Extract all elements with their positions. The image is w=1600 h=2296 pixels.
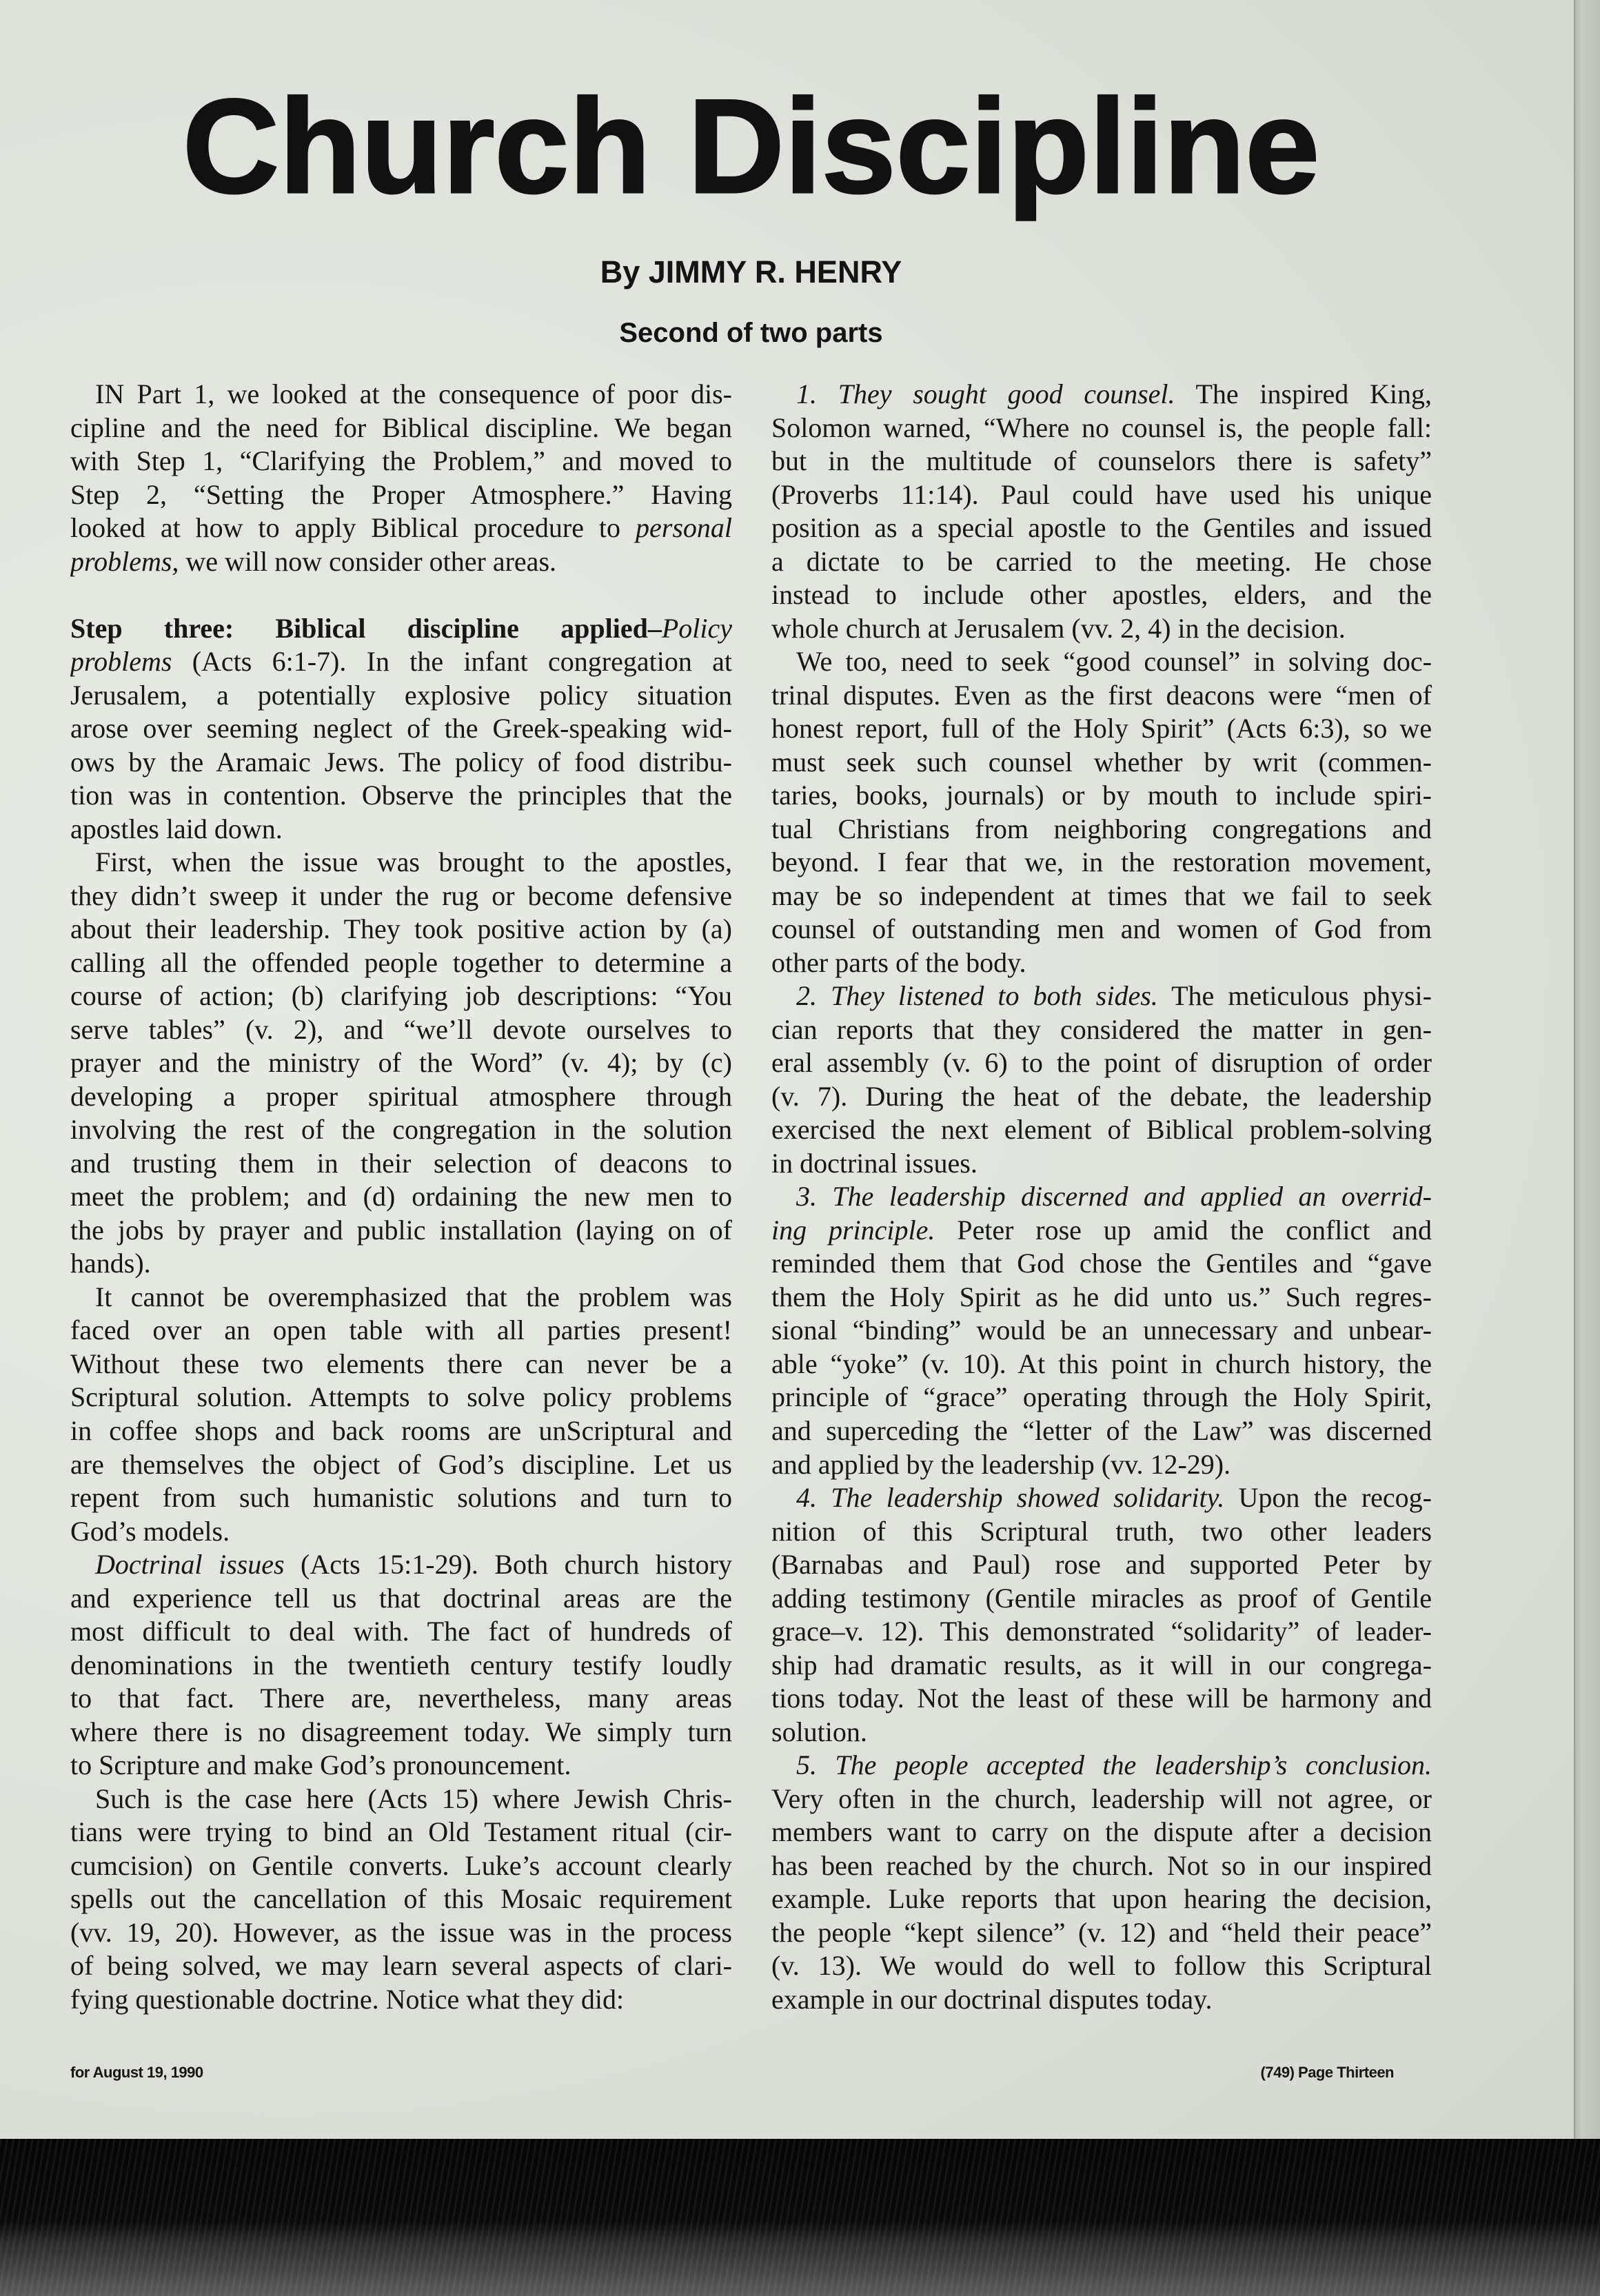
text-run: Peter rose up amid the conflict and (935, 1214, 1432, 1246)
series-note: Second of two parts (619, 318, 883, 348)
text-line: meet the problem; and (d) ordaining the new men to (70, 1181, 732, 1212)
text-line (771, 1214, 1432, 1248)
paragraph (70, 1548, 732, 1782)
text-line: fying questionable doctrine. Notice what they did: (70, 1983, 625, 2015)
text-line: God’s models. (70, 1515, 230, 1547)
text-line: involving the rest of the congregation in the solution (70, 1114, 732, 1146)
text-line: arose over seeming neglect of the Greek-speaking wid- (70, 713, 732, 744)
article-title: Church Discipline (182, 72, 1320, 221)
text-line: cipline and the need for Biblical discipline. We began (70, 412, 732, 443)
paragraph (771, 645, 1432, 979)
text-line: to that fact. There are, nevertheless, many areas (70, 1683, 732, 1714)
text-line: but in the multitude of counselors there is safety” (771, 445, 1432, 477)
text-line: other parts of the body. (771, 946, 1026, 978)
text-line: and superceding the “letter of the Law” was discerned (771, 1414, 1432, 1446)
paragraph (771, 1180, 1432, 1481)
italic-run: 3. The leadership discerned and applied an overrid- (796, 1181, 1432, 1212)
text-line: ows by the Aramaic Jews. The policy of food distribu- (70, 746, 732, 778)
text-line: spells out the cancellation of this Mosaic requirement (70, 1883, 732, 1915)
italic-run: personal (636, 512, 732, 544)
text-line: tians were trying to bind an Old Testament ritual (cir- (70, 1816, 732, 1848)
text-line: Scriptural solution. Attempts to solve policy problems (70, 1381, 732, 1413)
italic-run: problems, (70, 545, 179, 577)
text-line: repent from such humanistic solutions and turn to (70, 1482, 732, 1514)
text-line: eral assembly (v. 6) to the point of disruption of order (771, 1047, 1432, 1079)
text-run: (Acts 15:1-29). Both church history (284, 1549, 732, 1581)
text-run: we will now consider other areas. (179, 545, 557, 577)
text-line: (Proverbs 11:14). Paul could have used his unique (771, 478, 1432, 510)
text-line: and applied by the leadership (vv. 12-29). (771, 1448, 1231, 1480)
text-line: grace–v. 12). This demonstrated “solidarity” of leader- (771, 1616, 1432, 1647)
text-line (771, 378, 1432, 412)
text-line: Very often in the church, leadership will not agree, or (771, 1782, 1432, 1814)
text-line: about their leadership. They took positive action by (a) (70, 913, 732, 945)
italic-run: 4. The leadership showed solidarity. (796, 1482, 1225, 1514)
text-line: and experience tell us that doctrinal areas are the (70, 1582, 732, 1614)
italic-run: ing principle. (771, 1214, 935, 1246)
text-line: (Barnabas and Paul) rose and supported Peter by (771, 1549, 1432, 1581)
text-line: tion was in contention. Observe the principles that the (70, 780, 732, 811)
text-line: (v. 13). We would do well to follow this Scriptural (771, 1950, 1432, 1982)
text-line: First, when the issue was brought to the apostles, (95, 846, 732, 878)
text-line (771, 1180, 1432, 1214)
paragraph (771, 1481, 1432, 1749)
text-run: (Acts 6:1-7). In the infant congregation at (172, 646, 732, 678)
text-line: Such is the case here (Acts 15) where Jewish Chris- (95, 1782, 732, 1814)
text-line: solution. (771, 1716, 867, 1747)
left-column (70, 378, 732, 2016)
paragraph (70, 378, 732, 578)
text-line: cian reports that they considered the matter in gen- (771, 1013, 1432, 1045)
text-line: developing a proper spiritual atmosphere through (70, 1080, 732, 1112)
text-line: them the Holy Spirit as he did unto us.” Such regres- (771, 1281, 1432, 1312)
text-line: calling all the offended people together to determine a (70, 946, 732, 978)
text-line: IN Part 1, we looked at the consequence of poor dis- (95, 378, 732, 409)
text-line (771, 979, 1432, 1013)
italic-run: 1. They sought good counsel. (796, 378, 1175, 409)
italic-run: 2. They listened to both sides. (796, 980, 1158, 1012)
text-line: most difficult to deal with. The fact of hundreds of (70, 1616, 732, 1647)
text-line: hands). (70, 1248, 151, 1279)
paragraph (771, 979, 1432, 1180)
text-line: It cannot be overemphasized that the problem was (95, 1281, 732, 1312)
text-line: with Step 1, “Clarifying the Problem,” and moved to (70, 445, 732, 477)
text-line (70, 645, 732, 679)
text-line: instead to include other apostles, elders, and the (771, 579, 1432, 611)
text-line: members want to carry on the dispute after a decision (771, 1816, 1432, 1848)
text-line (70, 612, 732, 646)
text-line: able “yoke” (v. 10). At this point in church history, the (771, 1348, 1432, 1379)
paragraph (70, 1782, 732, 2017)
text-line: they didn’t sweep it under the rug or become defensive (70, 880, 732, 911)
text-line (771, 1749, 1432, 1782)
text-line: counsel of outstanding men and women of God from (771, 913, 1432, 945)
text-line: tual Christians from neighboring congregations and (771, 813, 1432, 844)
text-line: nition of this Scriptural truth, two other leaders (771, 1515, 1432, 1547)
text-line: Step 2, “Setting the Proper Atmosphere.” Having (70, 478, 732, 510)
text-line: cumcision) on Gentile converts. Luke’s account clearly (70, 1849, 732, 1881)
italic-run: 5. The people accepted the leadership’s conclusion. (796, 1749, 1432, 1781)
text-line: (vv. 19, 20). However, as the issue was in the process (70, 1916, 732, 1948)
text-line: denominations in the twentieth century testify loudly (70, 1649, 732, 1680)
text-line: serve tables” (v. 2), and “we’ll devote ourselves to (70, 1013, 732, 1045)
paragraph (70, 846, 732, 1281)
italic-run: Doctrinal issues (95, 1549, 285, 1581)
text-line: a dictate to be carried to the meeting. He chose (771, 545, 1432, 577)
paragraph (771, 378, 1432, 645)
text-line: example in our doctrinal disputes today. (771, 1983, 1213, 2015)
text-line: are themselves the object of God’s discipline. Let us (70, 1448, 732, 1480)
text-line: in coffee shops and back rooms are unScriptural and (70, 1414, 732, 1446)
text-line: tions today. Not the least of these will be harmony and (771, 1683, 1432, 1714)
text-line: where there is no disagreement today. We simply turn (70, 1716, 732, 1747)
text-line: the people “kept silence” (v. 12) and “held their peace” (771, 1916, 1432, 1948)
text-line: Without these two elements there can never be a (70, 1348, 732, 1379)
text-line: reminded them that God chose the Gentiles and “gave (771, 1248, 1432, 1279)
text-line (70, 1548, 732, 1582)
italic-run: problems (70, 646, 172, 678)
text-line: (v. 7). During the heat of the debate, the leadership (771, 1080, 1432, 1112)
text-line (70, 511, 732, 545)
text-line: beyond. I fear that we, in the restoration movement, (771, 846, 1432, 878)
text-run: looked at how to apply Biblical procedure to (70, 512, 636, 544)
text-line: ship had dramatic results, as it will in our congrega- (771, 1649, 1432, 1680)
text-run: The meticulous physi- (1157, 980, 1432, 1012)
adjacent-page-edge (1574, 0, 1600, 2139)
text-line: to Scripture and make God’s pronouncement. (70, 1749, 571, 1781)
text-line: must seek such counsel whether by writ (commen- (771, 746, 1432, 778)
text-line: exercised the next element of Biblical problem-solving (771, 1114, 1432, 1146)
right-column (771, 378, 1432, 2016)
text-line: faced over an open table with all parties present! (70, 1314, 732, 1346)
text-line: sional “binding” would be an unnecessary and unbear- (771, 1314, 1432, 1346)
text-line: Solomon warned, “Where no counsel is, the people fall: (771, 412, 1432, 443)
text-line: course of action; (b) clarifying job descriptions: “You (70, 980, 732, 1012)
text-line (771, 1481, 1432, 1515)
text-line: and trusting them in their selection of deacons to (70, 1147, 732, 1179)
footer-date: for August 19, 1990 (70, 2064, 203, 2081)
text-line: adding testimony (Gentile miracles as proof of Gentile (771, 1582, 1432, 1614)
text-line: of being solved, we may learn several aspects of clari- (70, 1950, 732, 1982)
text-line: may be so independent at times that we fail to seek (771, 880, 1432, 911)
footer-page-number: (749) Page Thirteen (1260, 2064, 1394, 2081)
text-line: principle of “grace” operating through the Holy Spirit, (771, 1381, 1432, 1413)
text-run: Upon the recog- (1224, 1482, 1432, 1514)
text-line: has been reached by the church. Not so in our inspired (771, 1849, 1432, 1881)
bold-run: Step three: Biblical discipline applied– (70, 612, 662, 644)
paragraph (771, 1749, 1432, 2016)
text-line: apostles laid down. (70, 813, 283, 844)
text-line: in doctrinal issues. (771, 1147, 978, 1179)
text-line: example. Luke reports that upon hearing the decision, (771, 1883, 1432, 1915)
text-line: We too, need to seek “good counsel” in solving doc- (796, 646, 1432, 678)
byline: By JIMMY R. HENRY (600, 254, 902, 289)
text-line: prayer and the ministry of the Word” (v. 4); by (c) (70, 1047, 732, 1079)
text-line (70, 545, 732, 579)
paragraph (70, 1281, 732, 1548)
text-line: whole church at Jerusalem (vv. 2, 4) in the decision. (771, 612, 1346, 644)
text-line: the jobs by prayer and public installation (laying on of (70, 1214, 732, 1246)
scan-bottom-margin (0, 2139, 1600, 2296)
text-line: honest report, full of the Holy Spirit” (Acts 6:3), so we (771, 713, 1432, 744)
italic-run: Policy (661, 612, 732, 644)
text-line: position as a special apostle to the Gentiles and issued (771, 512, 1432, 544)
text-line: Jerusalem, a potentially explosive policy situation (70, 679, 732, 711)
text-line: taries, books, journals) or by mouth to include spiri- (771, 780, 1432, 811)
paragraph (70, 612, 732, 846)
text-run: The inspired King, (1175, 378, 1432, 409)
text-line: trinal disputes. Even as the first deacons were “men of (771, 679, 1432, 711)
